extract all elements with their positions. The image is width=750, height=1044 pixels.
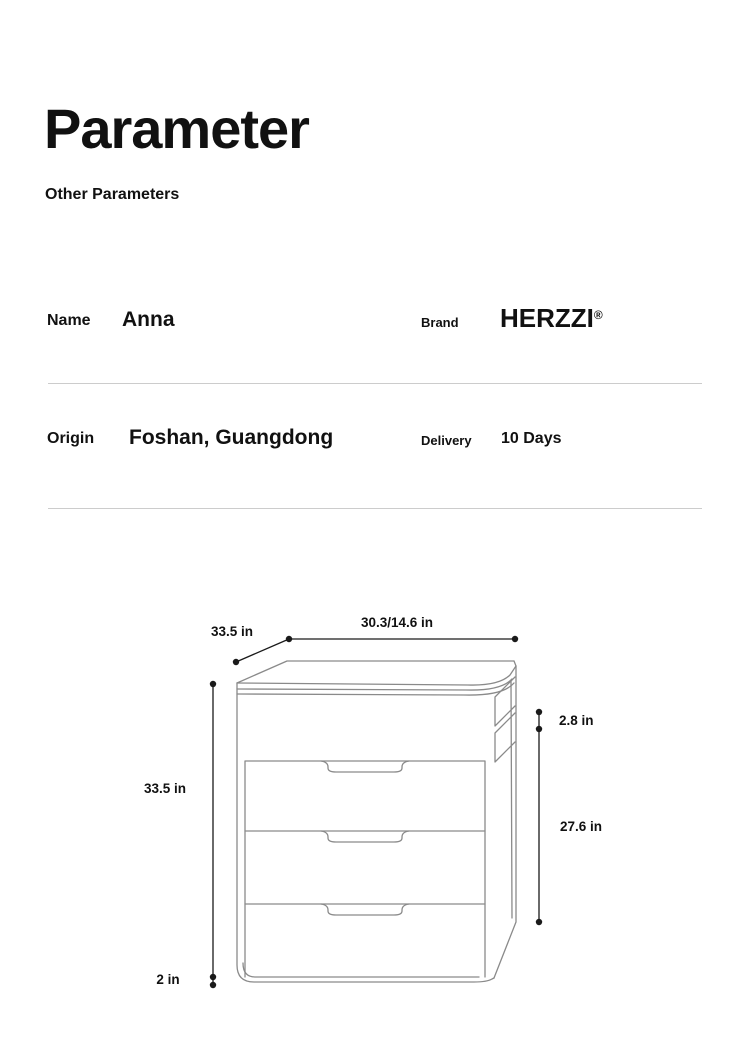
base-height-dimension-label: 2 in [156, 972, 180, 987]
cabinet-base-line [243, 963, 479, 977]
dimension-dot [210, 982, 216, 988]
dimension-dot [536, 726, 542, 732]
dimension-dot [536, 919, 542, 925]
cabinet-front-outline [237, 683, 494, 982]
depth-dimension-line [236, 639, 289, 662]
section-subtitle: Other Parameters [45, 186, 180, 203]
cabinet-drawing [237, 661, 516, 982]
cabinet-top-front-edge [237, 666, 516, 685]
top-width-dimension-label: 30.3/14.6 in [360, 615, 434, 630]
overall-height-dimension-label: 33.5 in [143, 781, 187, 796]
dimension-dot [210, 681, 216, 687]
delivery-value: 10 Days [501, 430, 562, 447]
dimension-dot [286, 636, 292, 642]
brand-label: Brand [421, 315, 459, 330]
drawer-handle-3 [321, 904, 409, 915]
name-label: Name [47, 312, 91, 329]
drawer-section-dimension-label: 27.6 in [560, 819, 603, 834]
delivery-label: Delivery [421, 433, 472, 448]
row-divider [48, 508, 702, 509]
page-title: Parameter [44, 97, 309, 160]
dimension-dot [233, 659, 239, 665]
name-value: Anna [122, 308, 175, 331]
dimension-diagram [0, 580, 750, 1020]
cabinet-top-face [237, 661, 514, 683]
dimension-dot [536, 709, 542, 715]
drawer-handle-2 [321, 831, 409, 842]
origin-label: Origin [47, 430, 95, 447]
top-section-dimension-label: 2.8 in [559, 713, 594, 728]
drawer-box [245, 761, 485, 977]
brand-value: HERZZI® [500, 303, 603, 333]
side-groove-2 [495, 713, 515, 762]
registered-trademark-mark: ® [593, 308, 603, 322]
row-divider [48, 383, 702, 384]
top-depth-dimension-label: 33.5 in [210, 624, 254, 639]
drawer-handle-1 [321, 761, 409, 772]
dimension-dot [512, 636, 518, 642]
origin-value: Foshan, Guangdong [129, 426, 334, 449]
dimension-dot [210, 974, 216, 980]
